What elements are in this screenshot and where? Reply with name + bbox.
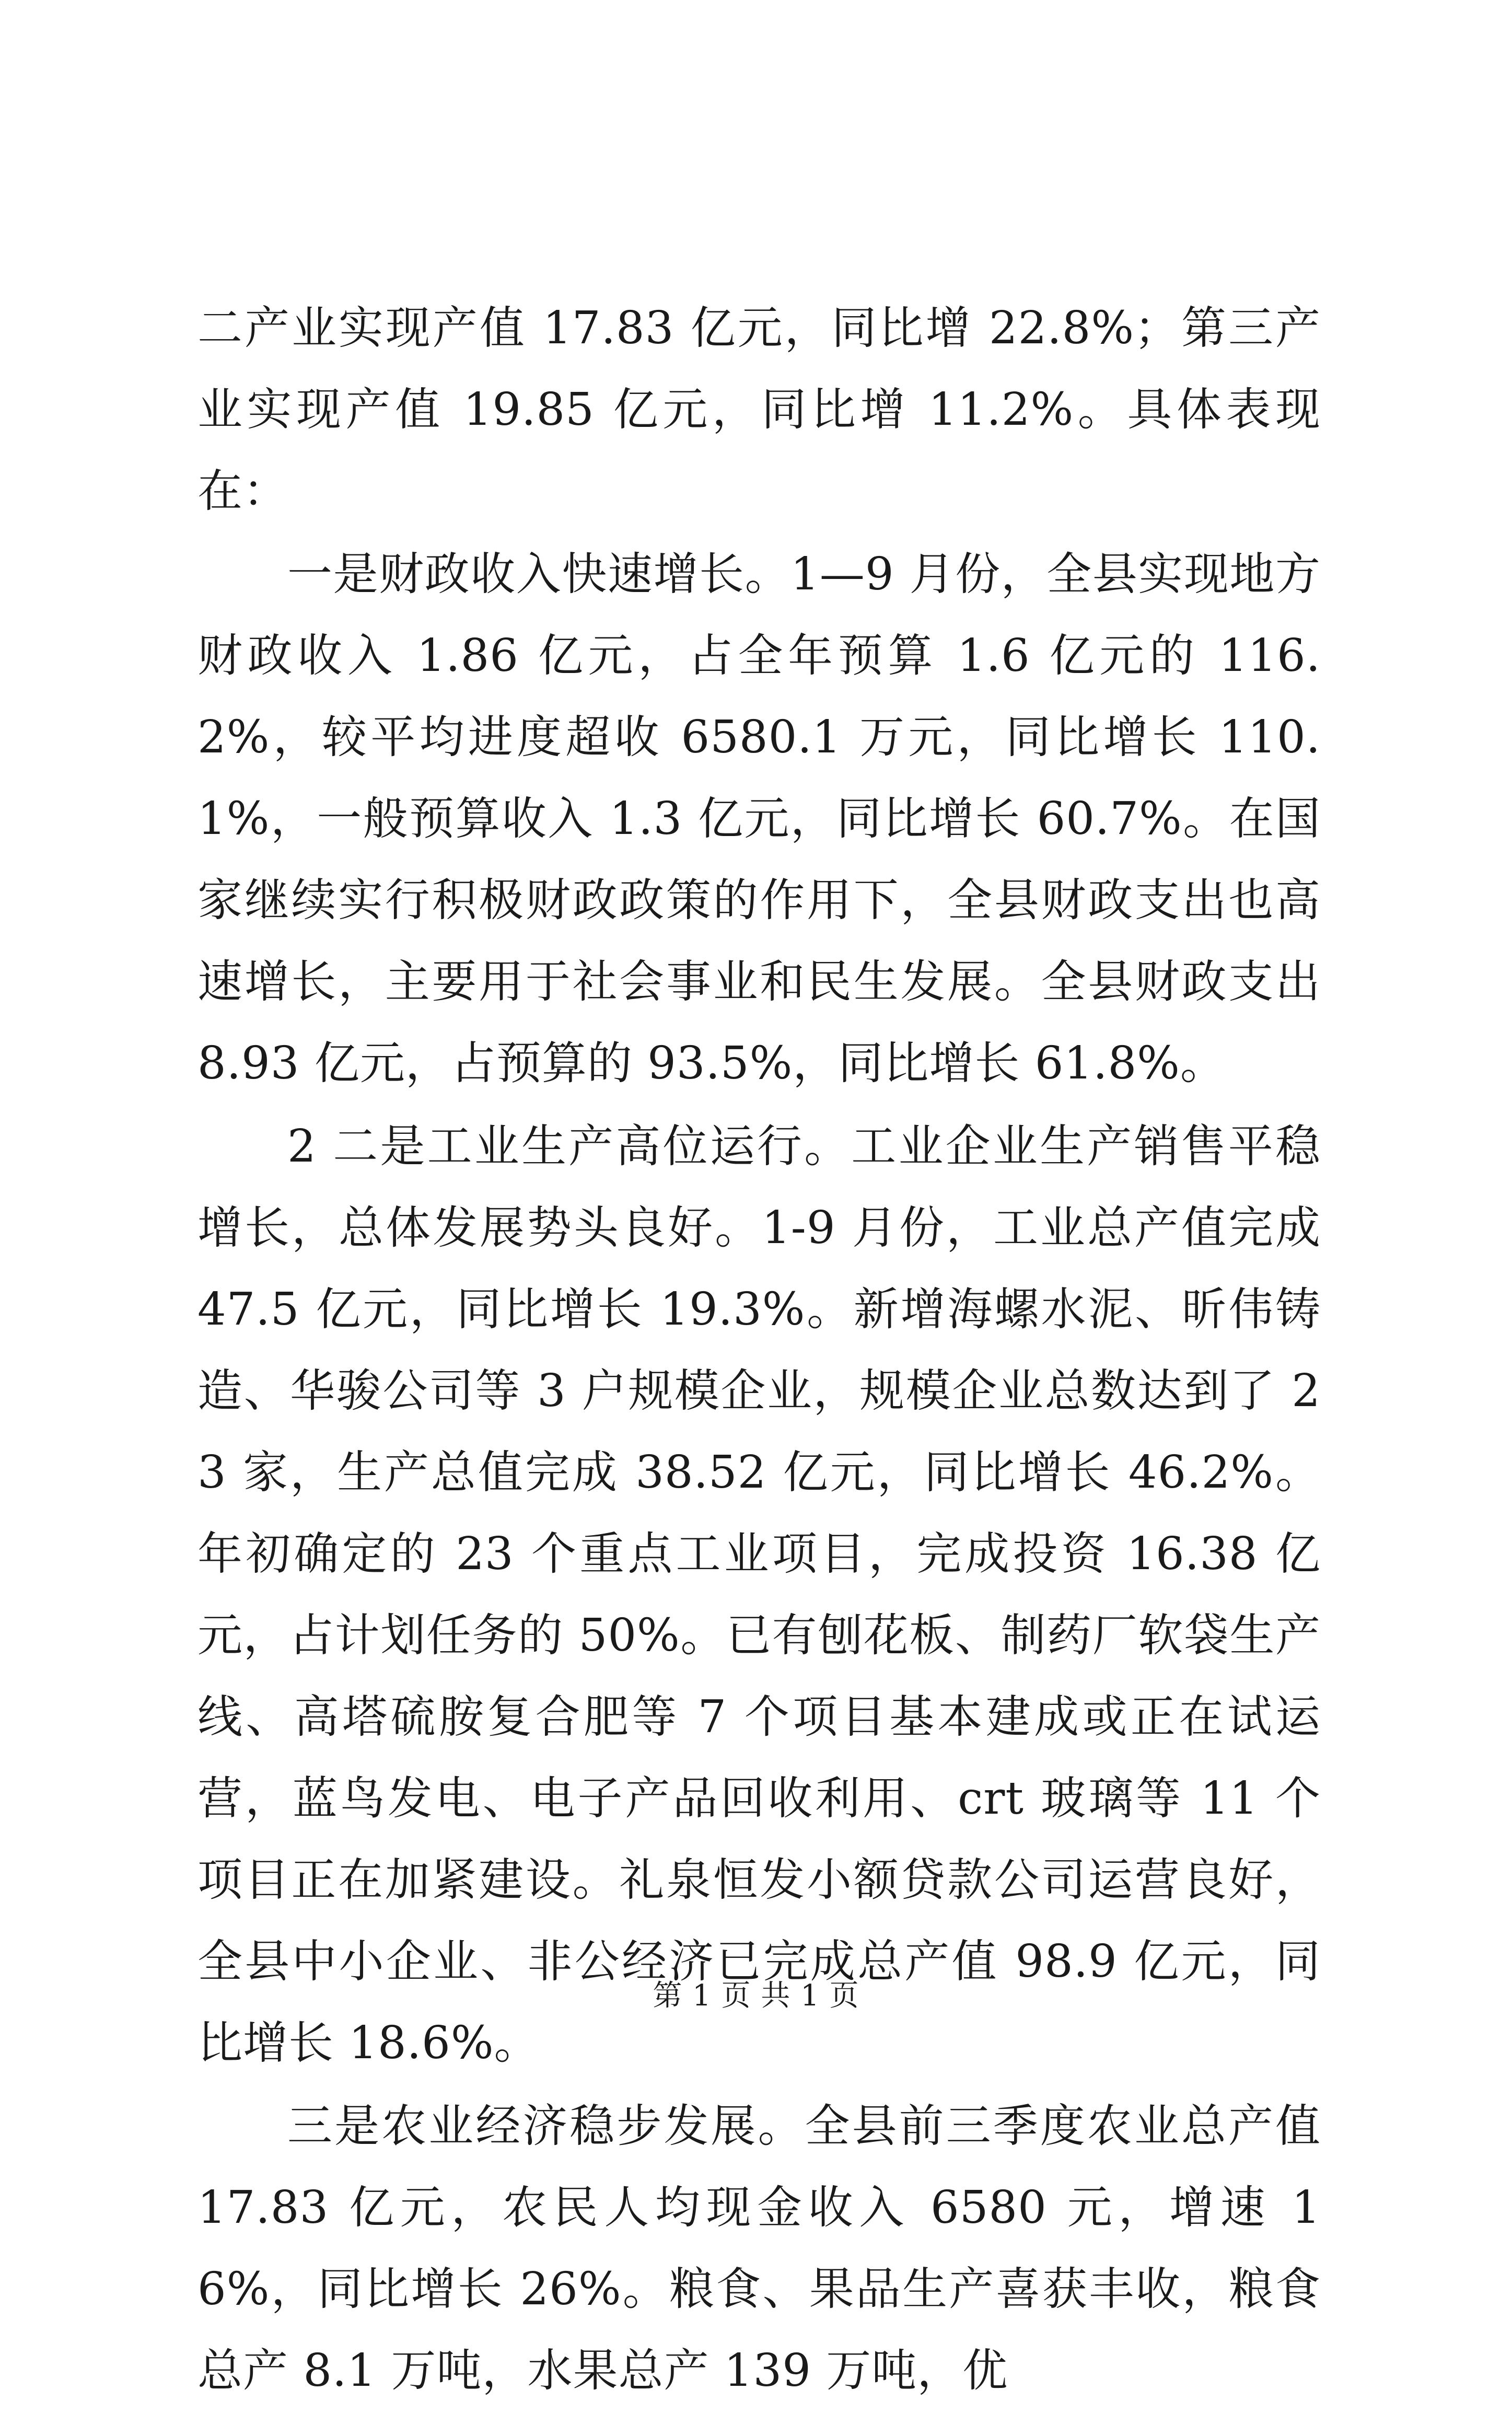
page-footer: 第 1 页 共 1 页: [653, 1979, 859, 2013]
paragraph-continuation: 二产业实现产值 17.83 亿元，同比增 22.8%；第三产业实现产值 19.85 亿元，同比增 11.2%。具体表现在：: [197, 302, 1321, 517]
paragraph-industrial-production: 2 二是工业生产高位运行。工业企业生产销售平稳增长，总体发展势头良好。1-9 月份，工业总产值完成 47.5 亿元，同比增长 19.3%。新增海螺水泥、昕伟铸造、华骏公司等 3 户规模企业，规模企业总数达到了 23 家，生产总值完成 38.52 亿元，同比增长 46.2%。年初确定的 23 个重点工业项目，完成投资 16.38 亿元，占计划任务的 50%。已有刨花板、制药厂软袋生产线、高塔硫胺复合肥等 7 个项目基本建成或正在试运营，蓝鸟发电、电子产品回收利用、crt 玻璃等 11 个项目正在加紧建设。礼泉恒发小额贷款公司运营良好，全县中小企业、非公经济已完成总产值 98.9 亿元，同比增长 18.6%。: [197, 1120, 1321, 2069]
document-body: [197, 287, 1321, 2413]
paragraph-agricultural-economy: 三是农业经济稳步发展。全县前三季度农业总产值 17.83 亿元，农民人均现金收入 6580 元，增速 16%，同比增长 26%。粮食、果品生产喜获丰收，粮食总产 8.1 万吨，水果总产 139 万吨，优: [197, 2100, 1321, 2397]
paragraph-fiscal-revenue: 一是财政收入快速增长。1—9 月份，全县实现地方财政收入 1.86 亿元，占全年预算 1.6 亿元的 116.2%，较平均进度超收 6580.1 万元，同比增长 110.1%，一般预算收入 1.3 亿元，同比增长 60.7%。在国家继续实行积极财政政策的作用下，全县财政支出也高速增长，主要用于社会事业和民生发展。全县财政支出 8.93 亿元，占预算的 93.5%，同比增长 61.8%。: [197, 548, 1321, 1089]
